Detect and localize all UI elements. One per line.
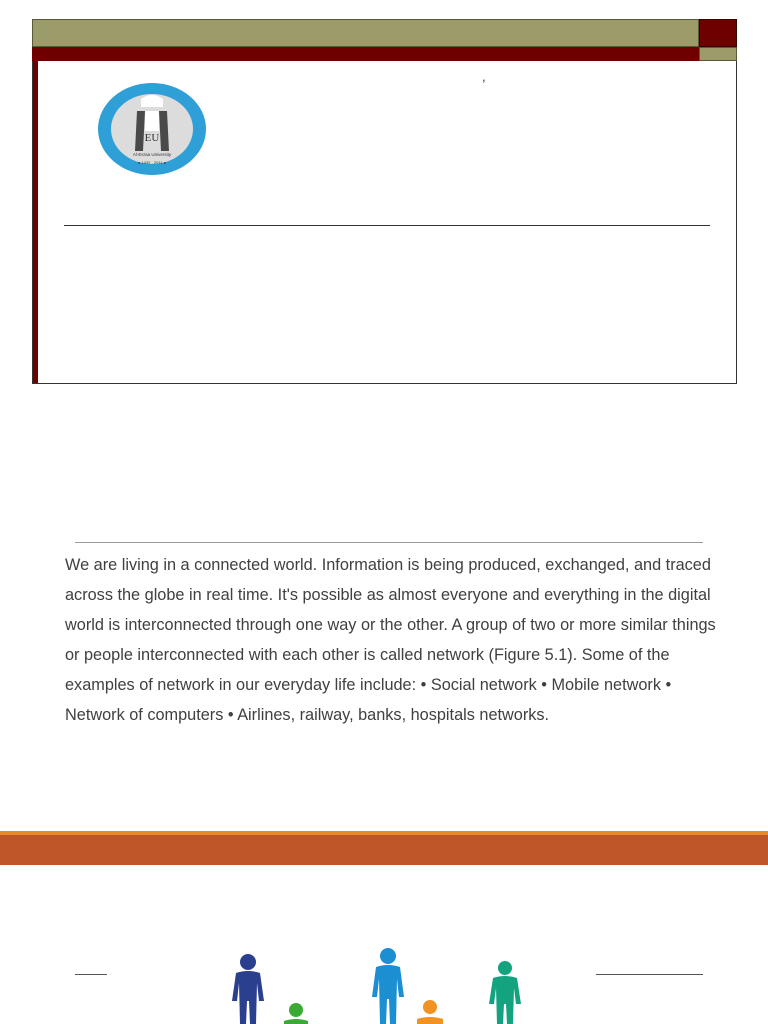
person-icon — [229, 953, 267, 1024]
person-icon — [486, 960, 524, 1024]
logo-initials: EU — [144, 132, 160, 144]
title-divider — [64, 225, 710, 226]
person-icon — [281, 1002, 311, 1024]
logo-years: ● 1432 - 2011 ● — [137, 160, 167, 165]
body-paragraph: We are living in a connected world. Information is being produced, exchanged, and traced across the globe in real time. It's possible as almost everyone and everything in the digital world is interconnected through one way or the other. A group of two or more similar things or people interconnected with each other is called network (Figure 5.1). Some of the examples of network in our everyday life include: • Social network • Mobile network • Network of computers • Airlines, railway, banks, hospitals networks. — [65, 556, 716, 724]
orange-header-band — [0, 835, 768, 865]
person-icon — [414, 999, 446, 1024]
right-short-rule — [596, 974, 703, 975]
olive-header-bar — [32, 19, 699, 47]
left-short-rule — [75, 974, 107, 975]
paragraph-top-rule — [75, 542, 703, 543]
maroon-corner-square — [699, 19, 737, 47]
university-logo-icon — [97, 81, 207, 177]
olive-corner-strip — [699, 47, 737, 61]
title-slide — [32, 19, 737, 384]
logo-caption: Al-Esraa University — [132, 152, 172, 157]
person-icon — [369, 947, 407, 1024]
stray-mark: , — [482, 69, 486, 84]
maroon-header-bar — [32, 47, 699, 61]
